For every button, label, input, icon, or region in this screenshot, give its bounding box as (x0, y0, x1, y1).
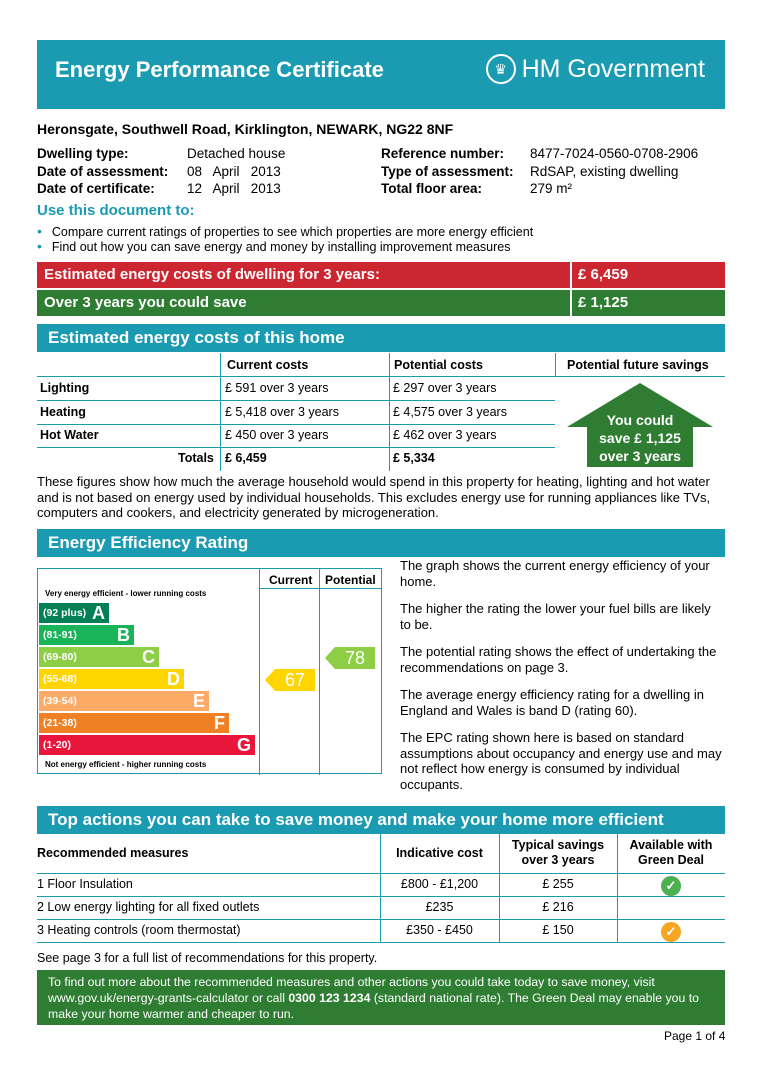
details-right (381, 145, 698, 198)
rating-section-heading (37, 529, 725, 557)
page-number: Page 1 of 4 (664, 1029, 726, 1043)
band-letter: C (142, 647, 155, 667)
savings-bar (37, 290, 725, 316)
footer-phone-number: 0300 123 1234 (288, 991, 371, 1005)
savings-label: Over 3 years you could save (44, 294, 247, 311)
header-future-savings: Potential future savings (567, 358, 709, 372)
estimated-cost-value: £ 6,459 (578, 266, 629, 283)
detail-value: Detached house (187, 146, 286, 161)
detail-value: 8477-7024-0560-0708-2906 (530, 146, 699, 161)
header-current-costs: Current costs (227, 358, 309, 372)
rating-section-title: Energy Efficiency Rating (48, 533, 249, 552)
band-range: (92 plus) (43, 607, 87, 619)
costs-section-title: Estimated energy costs of this home (48, 328, 345, 347)
detail-value: 279 m² (530, 181, 573, 196)
col-current: Current (269, 573, 313, 587)
detail-value: 08 April 2013 (187, 163, 281, 179)
totals-label: Totals (178, 451, 214, 465)
band-letter: E (192, 691, 205, 711)
measure-name: 3 Heating controls (room thermostat) (37, 923, 241, 937)
bullet-text: Compare current ratings of properties to see which properties are more energy efficient (51, 225, 534, 239)
rating-band-b (39, 625, 134, 645)
estimated-cost-label: Estimated energy costs of dwelling for 3 years: (44, 266, 380, 283)
measure-cost: £235 (425, 900, 454, 914)
detail-label: Date of certificate: (37, 181, 155, 196)
band-letter: B (117, 625, 130, 645)
see-page-note: See page 3 for a full list of recommendations for this property. (37, 951, 378, 965)
current-rating-arrow-value: 67 (284, 670, 306, 690)
costs-section-heading (37, 324, 725, 352)
savings-line: save £ 1,125 (599, 430, 681, 446)
header-potential-costs: Potential costs (394, 358, 483, 372)
savings-line: You could (606, 412, 674, 428)
rating-band-d (39, 669, 184, 689)
actions-section-heading (37, 806, 725, 834)
use-document-heading: Use this document to: (37, 202, 195, 219)
detail-label: Date of assessment: (37, 163, 169, 179)
bottom-efficiency-label: Not energy efficient - higher running costs (45, 760, 207, 769)
band-letter: D (167, 669, 180, 689)
actions-table (37, 834, 725, 943)
measure-saving: £ 255 (542, 877, 574, 891)
band-range: (1-20) (43, 739, 72, 751)
hot-water-potential: £ 462 over 3 years (393, 428, 497, 442)
bullet-item: • Find out how you can save energy and money by installing improvement measures (37, 238, 511, 254)
rating-paragraph: The EPC rating shown here is based on standard assumptions about occupancy and energy use and may not reflect how energy is consumed by individual occupants. (400, 730, 722, 792)
row-label-heating: Heating (40, 405, 86, 419)
savings-line: over 3 years (599, 448, 681, 464)
measure-name: 1 Floor Insulation (37, 877, 133, 891)
band-range: (39-54) (43, 695, 77, 707)
band-range: (55-68) (43, 673, 77, 685)
total-current: £ 6,459 (225, 451, 267, 465)
savings-house-text (587, 411, 693, 465)
header-typical-savings: Typical savings over 3 years (511, 838, 605, 867)
measure-saving: £ 216 (542, 900, 574, 914)
detail-value: 12 April 2013 (187, 181, 281, 196)
footer-note-text: (standard national rate). The Green Deal may enable you to make your home warmer and cheaper to run. (48, 991, 699, 1021)
details-left (37, 145, 285, 198)
rating-band-c (39, 647, 159, 667)
hm-government-logo (486, 54, 705, 84)
row-label-lighting: Lighting (40, 381, 90, 395)
footer-note-box (37, 970, 725, 1025)
band-letter: A (92, 603, 105, 623)
detail-label: Type of assessment: (381, 163, 514, 179)
green-deal-tick-icon: ✓ (661, 922, 681, 942)
band-range: (69-80) (43, 651, 77, 663)
costs-table (37, 353, 725, 471)
total-potential: £ 5,334 (393, 451, 435, 465)
certificate-title: Energy Performance Certificate (55, 57, 384, 82)
hm-government-text: HM Government (521, 54, 705, 83)
rating-band-a (39, 603, 109, 623)
rating-paragraph: The potential rating shows the effect of undertaking the recommendations on page 3. (400, 644, 717, 675)
bullet-item: • Compare current ratings of properties to see which properties are more energy efficient (37, 223, 534, 239)
potential-rating-arrow (325, 647, 375, 669)
savings-value: £ 1,125 (578, 294, 629, 311)
property-address: Heronsgate, Southwell Road, Kirklington, NEWARK, NG22 8NF (37, 121, 454, 137)
lighting-current: £ 591 over 3 years (225, 381, 329, 395)
rating-paragraph: The average energy efficiency rating for a dwelling in England and Wales is band D (rating 60). (400, 687, 704, 718)
header-measures: Recommended measures (37, 846, 189, 860)
rating-band-g (39, 735, 255, 755)
detail-value: RdSAP, existing dwelling (530, 163, 679, 179)
band-range: (21-38) (43, 717, 77, 729)
crest-icon: ♛ (486, 54, 516, 84)
row-label-hot-water: Hot Water (40, 428, 99, 442)
estimated-cost-bar (37, 262, 725, 288)
band-range: (81-91) (43, 629, 77, 641)
certificate-header (37, 40, 725, 109)
measure-name: 2 Low energy lighting for all fixed outlets (37, 900, 260, 914)
potential-rating-arrow-value: 78 (344, 648, 366, 668)
heating-potential: £ 4,575 over 3 years (393, 405, 507, 419)
rating-band-e (39, 691, 209, 711)
rating-paragraph: The graph shows the current energy efficiency of your home. (400, 558, 710, 589)
hot-water-current: £ 450 over 3 years (225, 428, 329, 442)
current-rating-arrow (265, 669, 315, 691)
detail-label: Total floor area: (381, 181, 483, 196)
band-letter: G (236, 735, 251, 755)
header-indicative-cost: Indicative cost (396, 846, 483, 860)
measure-cost: £800 - £1,200 (400, 877, 479, 891)
measure-cost: £350 - £450 (406, 923, 473, 937)
col-potential: Potential (325, 573, 376, 587)
bullet-text: Find out how you can save energy and money by installing improvement measures (51, 240, 511, 254)
rating-chart (37, 568, 382, 774)
measure-saving: £ 150 (542, 923, 574, 937)
detail-label: Dwelling type: (37, 146, 129, 161)
rating-paragraph: The higher the rating the lower your fuel bills are likely to be. (400, 601, 711, 632)
detail-label: Reference number: (381, 146, 505, 161)
rating-explanation (400, 558, 725, 792)
green-deal-tick-icon: ✓ (661, 876, 681, 896)
heating-current: £ 5,418 over 3 years (225, 405, 339, 419)
band-letter: F (214, 713, 225, 733)
actions-section-title: Top actions you can take to save money and make your home more efficient (48, 810, 664, 829)
lighting-potential: £ 297 over 3 years (393, 381, 497, 395)
rating-band-f (39, 713, 229, 733)
top-efficiency-label: Very energy efficient - lower running costs (45, 589, 207, 598)
figures-note: These figures show how much the average household would spend in this property for heating, lighting and hot water and is not based on energy used by individual households. This excludes energy use for running appliances like TVs, computers and cookers, and electricity generated by microgeneration. (37, 474, 711, 520)
footer-note-text: To find out more about the recommended measures and other actions you could take today to save money, visit www.gov.uk/energy-grants-calculator or call (48, 975, 655, 1005)
header-green-deal: Available with Green Deal (629, 838, 713, 867)
